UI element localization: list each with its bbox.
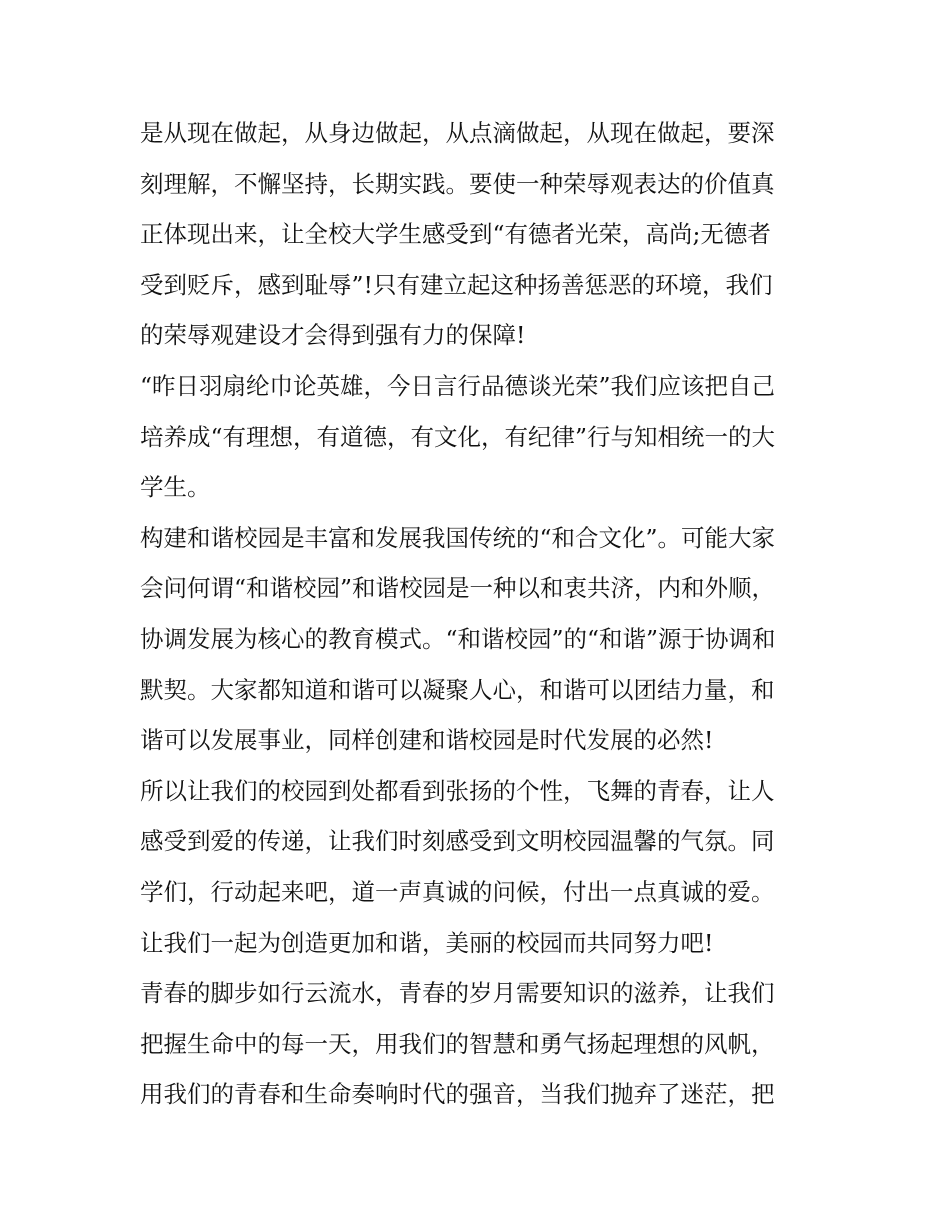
document-body: [140, 108, 820, 1120]
text-line: 是从现在做起，从身边做起，从点滴做起，从现在做起，要深: [140, 119, 775, 147]
text-line: 所以让我们的校园到处都看到张扬的个性，飞舞的青春，让人: [140, 776, 775, 805]
text-line: 用我们的青春和生命奏响时代的强音，当我们抛弃了迷茫，把: [140, 1080, 775, 1109]
text-line: 学生。: [140, 473, 211, 502]
text-line: 青春的脚步如行云流水，青春的岁月需要知识的滋养，让我们: [140, 979, 775, 1008]
text-line: 学们，行动起来吧，道一声真诚的问候，付出一点真诚的爱。: [140, 877, 775, 906]
text-line: 把握生命中的每一天，用我们的智慧和勇气扬起理想的风帆，: [140, 1029, 775, 1058]
text-line: 协调发展为核心的教育模式。“和谐校园”的“和谐”源于协调和: [140, 624, 776, 653]
text-line: 的荣辱观建设才会得到强有力的保障!: [140, 321, 526, 350]
text-line: 谐可以发展事业，同样创建和谐校园是时代发展的必然!: [140, 726, 714, 755]
text-line: 正体现出来，让全校大学生感受到“有德者光荣，高尚;无德者: [140, 220, 771, 249]
text-line: 让我们一起为创造更加和谐，美丽的校园而共同努力吧!: [140, 928, 714, 957]
text-line: 受到贬斥，感到耻辱”!只有建立起这种扬善惩恶的环境，我们: [140, 270, 773, 299]
text-line: 默契。大家都知道和谐可以凝聚人心，和谐可以团结力量，和: [140, 675, 775, 704]
text-line: 会问何谓“和谐校园”和谐校园是一种以和衷共济，内和外顺，: [140, 574, 776, 603]
text-line: 构建和谐校园是丰富和发展我国传统的“和合文化”。可能大家: [140, 523, 776, 552]
text-line: “昨日羽扇纶巾论英雄，今日言行品德谈光荣”我们应该把自己: [140, 371, 776, 400]
text-line: 刻理解，不懈坚持，长期实践。要使一种荣辱观表达的价值真: [140, 169, 775, 198]
text-line: 培养成“有理想，有道德，有文化，有纪律”行与知相统一的大: [140, 422, 776, 451]
text-line: 感受到爱的传递，让我们时刻感受到文明校园温馨的气氛。同: [140, 827, 775, 856]
